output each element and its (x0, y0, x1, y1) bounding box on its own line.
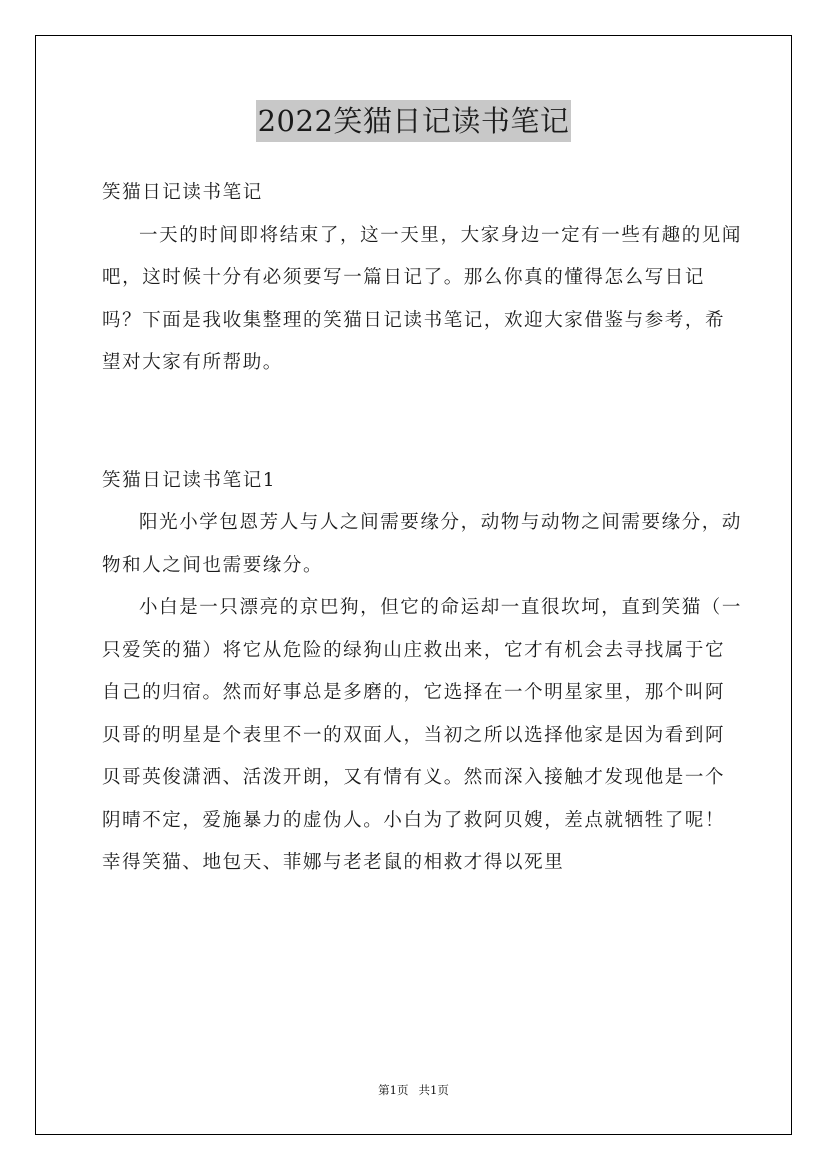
page-count: 共1页 (418, 1083, 449, 1097)
intro-paragraph: 一天的时间即将结束了，这一天里，大家身边一定有一些有趣的见闻吧，这时候十分有必须要写一篇日记了。那么你真的懂得怎么写日记吗？下面是我收集整理的笑猫日记读书笔记，欢迎大家借鉴与参考，希望对大家有所帮助。 (102, 224, 743, 373)
page-number: 第1页 (378, 1083, 409, 1097)
section-spacer (102, 385, 742, 460)
page-footer (0, 1082, 827, 1098)
body-paragraph: 小白是一只漂亮的京巴狗，但它的命运却一直很坎坷，直到笑猫（一只爱笑的猫）将它从危险的绿狗山庄救出来，它才有机会去寻找属于它自己的归宿。然而好事总是多磨的，它选择在一个明星家里，那个叫阿贝哥的明星是个表里不一的双面人，当初之所以选择他家是因为看到阿贝哥英俊潇洒、活泼开朗，又有情有义。然而深入接触才发现他是一个阴晴不定，爱施暴力的虚伪人。小白为了救阿贝嫂，差点就牺牲了呢！幸得笑猫、地包天、菲娜与老老鼠的相救才得以死里 (102, 597, 743, 873)
intro-heading: 笑猫日记读书笔记 (102, 182, 263, 203)
body-paragraph: 阳光小学包恩芳人与人之间需要缘分，动物与动物之间需要缘分，动物和人之间也需要缘分。 (102, 512, 743, 576)
document-title: 2022笑猫日记读书笔记 (256, 100, 572, 142)
document-body (102, 172, 742, 885)
title-container (0, 100, 827, 142)
section-heading: 笑猫日记读书笔记1 (102, 469, 277, 491)
